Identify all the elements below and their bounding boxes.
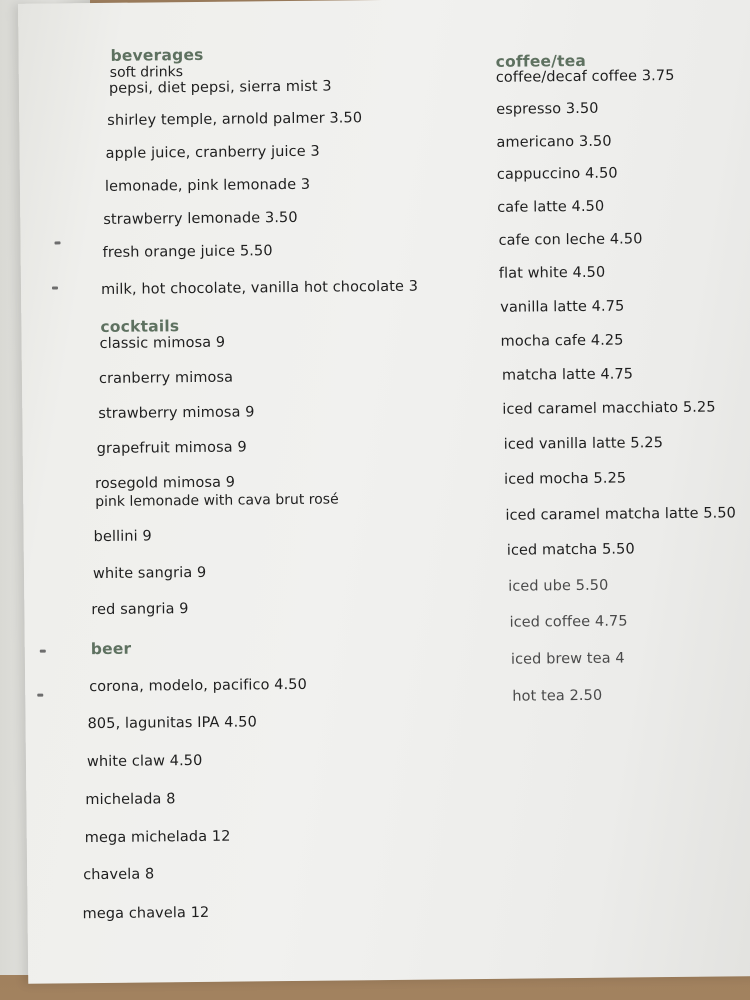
menu-item: iced brew tea 4 [510,650,625,668]
menu-item: mega chavela 12 [82,904,210,923]
menu-item: 805, lagunitas IPA 4.50 [87,714,258,733]
menu-item: strawberry mimosa 9 [98,404,255,423]
menu-item: white claw 4.50 [86,752,203,771]
menu-item: red sangria 9 [91,601,189,619]
menu-item: coffee/decaf coffee 3.75 [495,67,675,86]
section-heading-cocktails: cocktails [100,317,180,336]
menu-item: corona, modelo, pacifico 4.50 [89,676,308,696]
menu-item: strawberry lemonade 3.50 [103,209,298,228]
menu-item: shirley temple, arnold palmer 3.50 [107,110,363,129]
menu-item: apple juice, cranberry juice 3 [105,143,320,162]
menu-item: iced caramel macchiato 5.25 [502,399,716,418]
menu-item: classic mimosa 9 [99,334,226,352]
menu-item: rosegold mimosa 9 [94,474,236,493]
menu-item: cafe con leche 4.50 [498,231,643,249]
menu-item: white sangria 9 [92,564,207,583]
menu-item: flat white 4.50 [498,264,606,282]
subheading-soft-drinks: soft drinks [109,64,184,81]
menu-item: lemonade, pink lemonade 3 [104,176,311,195]
menu-item: cafe latte 4.50 [497,198,605,216]
menu-item: mega michelada 12 [84,828,231,847]
menu-item: iced caramel matcha latte 5.50 [505,505,737,524]
menu-item: iced matcha 5.50 [506,541,635,559]
menu-item: iced coffee 4.75 [509,613,628,631]
menu-item: chavela 8 [83,866,155,884]
menu-item: bellini 9 [93,528,152,546]
menu-page [18,0,750,984]
menu-item: michelada 8 [85,791,176,809]
menu-item: fresh orange juice 5.50 [102,243,273,261]
right-column [18,0,750,984]
section-heading-beer: beer [90,639,132,659]
menu-item: hot tea 2.50 [512,687,603,705]
section-heading-beverages: beverages [110,45,204,65]
menu-item: iced mocha 5.25 [503,470,627,488]
menu-item: grapefruit mimosa 9 [96,439,247,458]
menu-item: vanilla latte 4.75 [500,298,625,316]
menu-item: cappuccino 4.50 [496,165,618,183]
menu-item: iced ube 5.50 [508,577,609,595]
menu-item: americano 3.50 [496,133,612,151]
menu-item: pepsi, diet pepsi, sierra mist 3 [108,78,332,97]
menu-item: mocha cafe 4.25 [500,332,624,350]
menu-item: iced vanilla latte 5.25 [503,435,664,453]
menu-item: cranberry mimosa [98,369,234,388]
item-description: pink lemonade with cava brut rosé [95,491,339,511]
menu-item: espresso 3.50 [496,100,599,118]
menu-item: matcha latte 4.75 [501,366,634,384]
menu-item: milk, hot chocolate, vanilla hot chocolate 3 [100,278,419,298]
section-heading-coffee-tea: coffee/tea [495,51,587,71]
